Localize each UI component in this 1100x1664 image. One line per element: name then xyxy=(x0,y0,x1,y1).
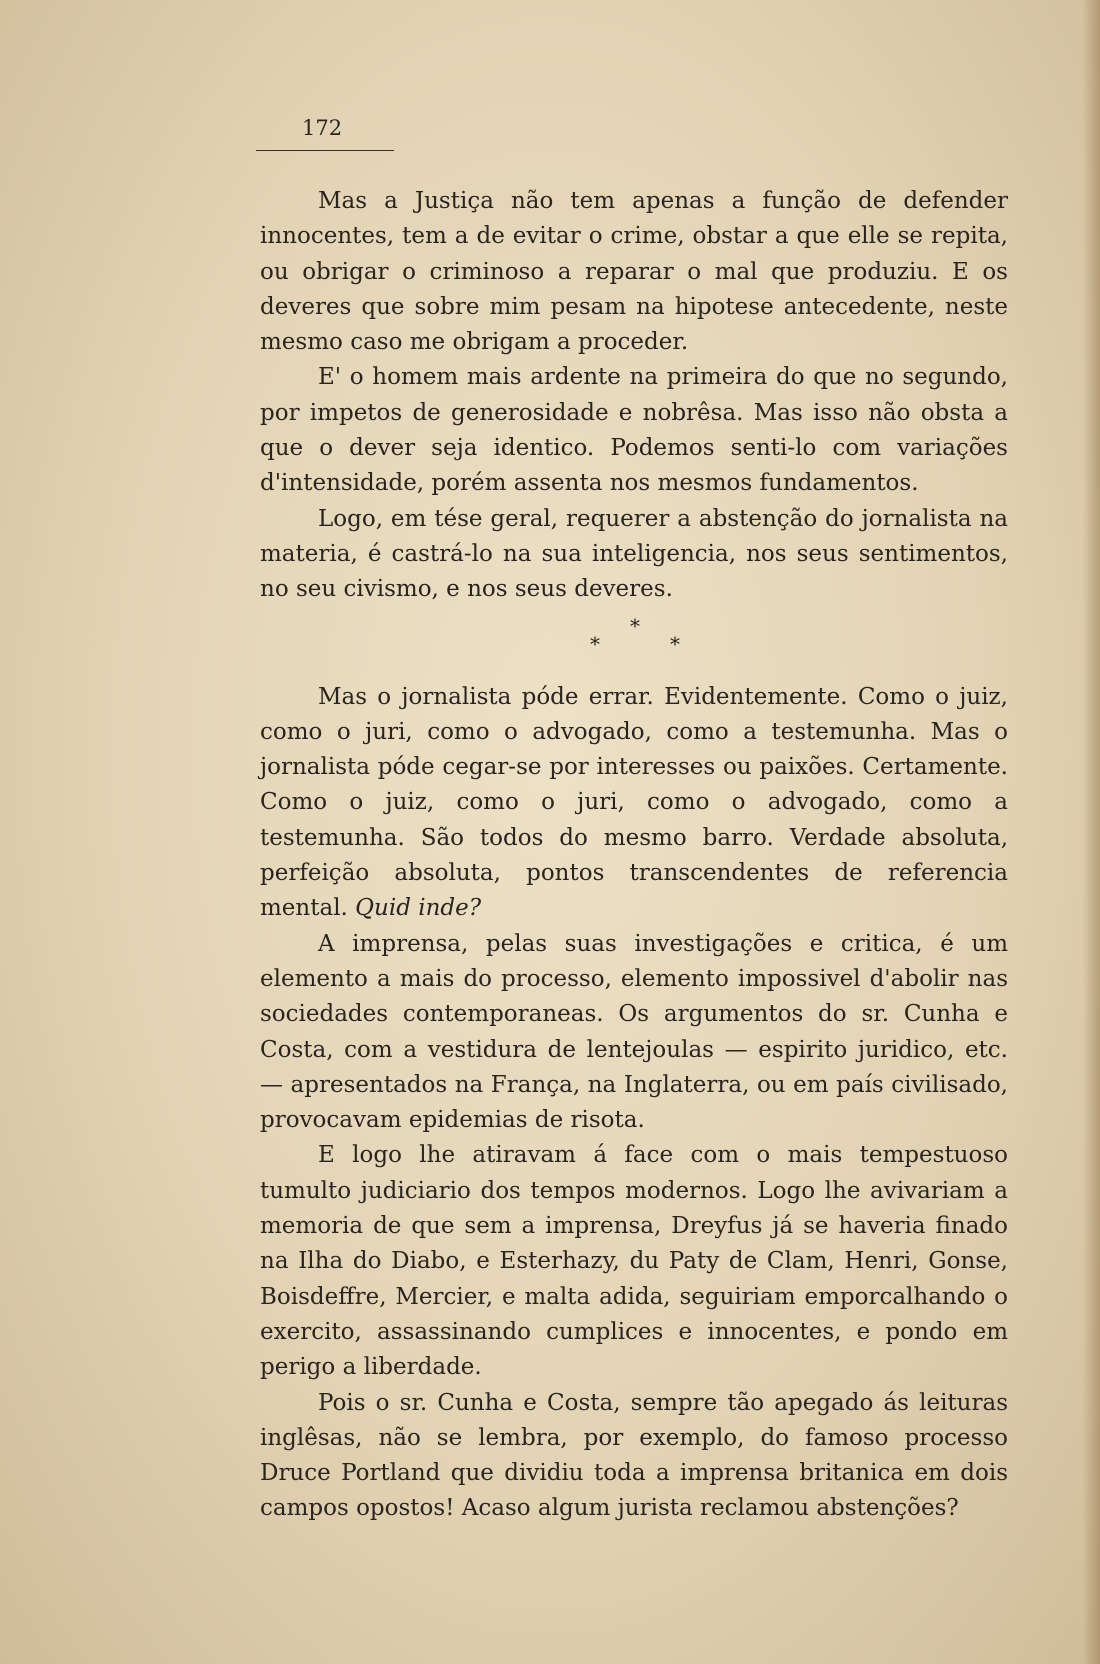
asterism-star-top: * xyxy=(630,613,640,638)
body-text xyxy=(260,184,1008,1527)
asterism-star-left: * xyxy=(590,631,600,656)
quid-inde-italic: Quid inde? xyxy=(355,895,482,922)
section-asterism xyxy=(260,608,1008,680)
paragraph-logo-tese-geral: Logo, em tése geral, requerer a abstenção do jornalista na materia, é castrá-lo na sua inteligencia, nos seus sentimentos, no seu civismo, e nos seus deveres. xyxy=(260,505,1008,603)
paragraph-justica: Mas a Justiça não tem apenas a função de defender innocentes, tem a de evitar o crime, obstar a que elle se repita, ou obrigar o criminoso a reparar o mal que produziu. E os deveres que sobre mim pesam na hipotese antecedente, neste mesmo caso me obrigam a proceder. xyxy=(260,188,1008,356)
paragraph-jornalista-text: Mas o jornalista póde errar. Evidentemente. Como o juiz, como o juri, como o advogado, como a testemunha. Mas o jornalista póde cegar-se por interesses ou paixões. Certamente. Como o juiz, como o juri, como o advogado, como a testemunha. São todos do mesmo barro. Verdade absoluta, perfeição absoluta, pontos transcendentes de referencia mental. xyxy=(260,683,1008,922)
paragraph-homem-ardente: E' o homem mais ardente na primeira do que no segundo, por impetos de generosidade e nobrêsa. Mas isso não obsta a que o dever seja identico. Podemos senti-lo com variações d'intensidade, porém assenta nos mesmos fundamentos. xyxy=(260,364,1008,497)
page-number: 172 xyxy=(302,116,343,140)
paragraph-dreyfus: E logo lhe atiravam á face com o mais tempestuoso tumulto judiciario dos tempos modernos. Logo lhe avivariam a memoria de que sem a imprensa, Dreyfus já se haveria finado na Ilha do Diabo, e Esterhazy, du Paty de Clam, Henri, Gonse, Boisdeffre, Mercier, e malta adida, seguiriam emporcalhando o exercito, assassinando cumplices e innocentes, e pondo em perigo a liberdade. xyxy=(260,1142,1008,1381)
paragraph-jornalista-errar xyxy=(260,680,1008,927)
header-rule xyxy=(256,150,394,151)
asterism-star-right: * xyxy=(670,631,680,656)
paragraph-imprensa: A imprensa, pelas suas investigações e critica, é um elemento a mais do processo, elemento impossivel d'abolir nas sociedades contemporaneas. Os argumentos do sr. Cunha e Costa, com a vestidura de lentejoulas — espirito juridico, etc. — apresentados na França, na Inglaterra, ou em país civilisado, provocavam epidemias de risota. xyxy=(260,930,1008,1134)
paragraph-druce-portland: Pois o sr. Cunha e Costa, sempre tão apegado ás leituras inglêsas, não se lembra, por exemplo, do famoso processo Druce Portland que dividiu toda a imprensa britanica em dois campos opostos! Acaso algum jurista reclamou abstenções? xyxy=(260,1389,1008,1522)
